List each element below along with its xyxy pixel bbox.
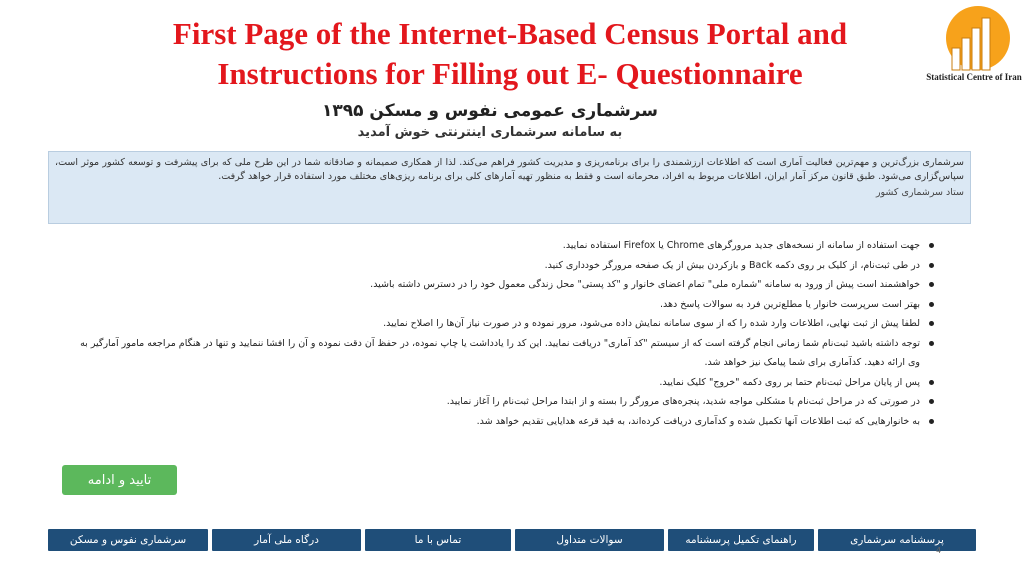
bullet-icon [929,302,934,307]
instruction-item: توجه داشته باشید ثبت‌نام شما زمانی انجام گرفته است که از سیستم "کد آماری" دریافت نمایید. این کد را یادداشت یا چاپ نموده، در حفظ آن دقت نموده و آن را افشا ننمایید و تنها در هنگام مراجعه مامور آمارگیر به وی ارائه دهید. کدآماری برای شما پیامک نیز خواهد شد. [72,334,938,373]
bullet-icon [929,399,934,404]
bullet-icon [929,263,934,268]
instruction-item: در صورتی که در مراحل ثبت‌نام با مشکلی مواجه شدید، پنجره‌های مرورگر را بسته و از ابتدا مراحل ثبت‌نام را آغاز نمایید. [72,392,938,412]
slide-title-line-1: First Page of the Internet-Based Census Portal and [172,16,848,51]
instruction-item: پس از پایان مراحل ثبت‌نام حتما بر روی دکمه "خروج" کلیک نمایید. [72,373,938,393]
slide-title-line-2: Instructions for Filling out E- Questionnaire [217,56,803,91]
notice-text: سرشماری بزرگ‌ترین و مهم‌ترین فعالیت آماری است که اطلاعات ارزشمندی را برای برنامه‌ریزی و مدیریت کشور فراهم می‌کند. لذا از همکاری صمیمانه و صادقانه شما در این طرح ملی که برای پیشرفت و توسعه کشور موثر است، سپاس‌گزاری می‌شود. طبق قانون مرکز آمار ایران، اطلاعات مربوط به افراد، محرمانه است و فقط به منظور تهیه آمارهای کلی برای برنامه ریزی‌های مختلف مورد استفاده قرار خواهد گرفت. [55,157,964,182]
instructions-list [72,236,938,431]
bullet-icon [929,243,934,248]
logo-caption: Statistical Centre of Iran [926,72,1022,82]
bullet-icon [929,341,934,346]
instruction-item: بهتر است سرپرست خانوار یا مطلع‌ترین فرد به سوالات پاسخ دهد. [72,295,938,315]
nav-contact-us[interactable]: تماس با ما [365,529,511,551]
bottom-nav [48,529,976,551]
confirm-continue-button[interactable]: تایید و ادامه [62,465,177,495]
bullet-icon [929,380,934,385]
page-number: 4 [936,546,942,555]
instruction-item: لطفا پیش از ثبت نهایی، اطلاعات وارد شده را که از سوی سامانه نمایش داده می‌شود، مرور نموده و در صورت نیاز آن‌ها را اصلاح نمایید. [72,314,938,334]
nav-questionnaire-guide[interactable]: راهنمای تکمیل پرسشنامه [668,529,814,551]
nav-population-housing-census[interactable]: سرشماری نفوس و مسکن [48,529,208,551]
notice-signature: ستاد سرشماری کشور [875,187,964,198]
instruction-item: در طی ثبت‌نام، از کلیک بر روی دکمه Back و بازکردن بیش از یک صفحه مرورگر خودداری کنید. [72,256,938,276]
portal-welcome: به سامانه سرشماری اینترنتی خوش آمدید [357,125,623,140]
instruction-item: به خانوارهایی که ثبت اطلاعات آنها تکمیل شده و کدآماری دریافت کرده‌اند، به قید قرعه هدایایی تقدیم خواهد شد. [72,412,938,432]
notice-box [48,151,971,224]
nav-faq[interactable]: سوالات متداول [515,529,664,551]
bullet-icon [929,321,934,326]
bullet-icon [929,419,934,424]
instruction-item: جهت استفاده از سامانه از نسخه‌های جدید مرورگرهای Chrome یا Firefox استفاده نمایید. [72,236,938,256]
nav-national-statistics-portal[interactable]: درگاه ملی آمار [212,529,361,551]
instruction-item: خواهشمند است پیش از ورود به سامانه "شماره ملی" تمام اعضای خانوار و "کد پستی" محل زندگی معمول خود را در دسترس داشته باشید. [72,275,938,295]
nav-census-questionnaire[interactable]: پرسشنامه سرشماری [818,529,976,551]
portal-title: سرشماری عمومی نفوس و مسکن ۱۳۹۵ [322,101,658,121]
bullet-icon [929,282,934,287]
